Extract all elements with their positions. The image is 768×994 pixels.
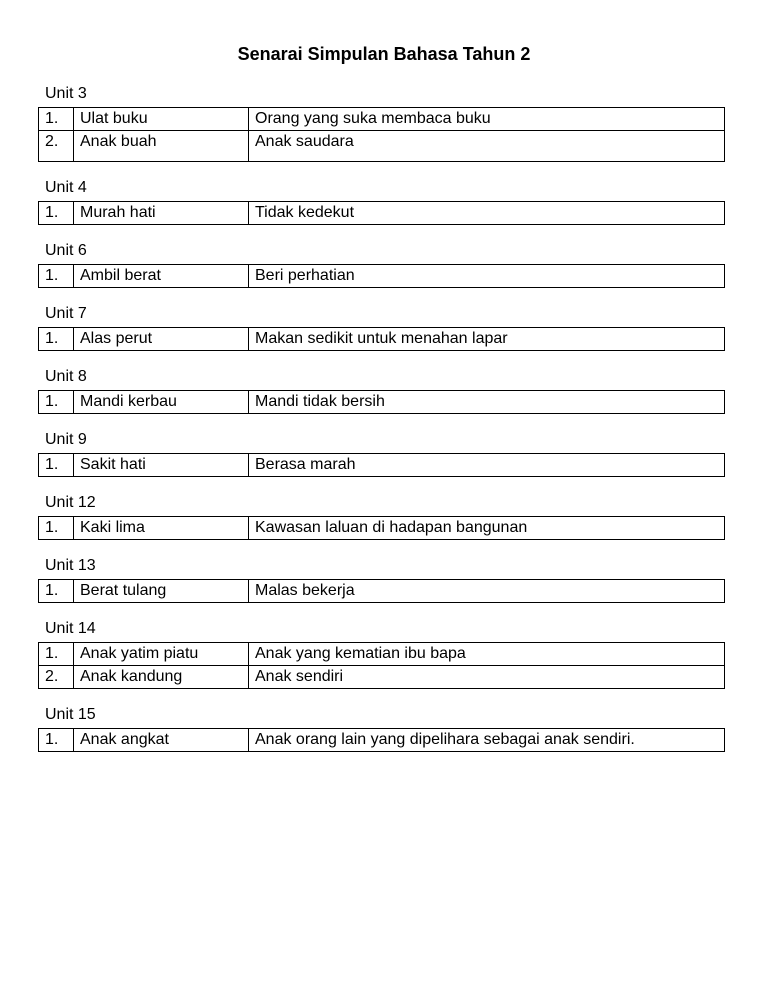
unit-table [38,728,725,752]
unit-list [38,84,724,768]
idiom-meaning: Beri perhatian [249,265,725,288]
idiom-meaning: Anak orang lain yang dipelihara sebagai anak sendiri. [249,729,725,752]
idiom-term: Anak kandung [74,666,249,689]
unit-heading: Unit 15 [45,706,96,723]
unit-heading: Unit 13 [45,557,96,574]
table-row [39,517,725,540]
table-row [39,391,725,414]
unit-block [38,493,724,540]
row-number: 1. [39,328,74,351]
unit-heading: Unit 7 [45,305,87,322]
row-number: 1. [39,108,74,131]
unit-block [38,178,724,225]
row-number: 1. [39,202,74,225]
table-row [39,580,725,603]
idiom-term: Anak yatim piatu [74,643,249,666]
unit-heading: Unit 14 [45,620,96,637]
table-row [39,108,725,131]
idiom-term: Mandi kerbau [74,391,249,414]
row-number: 1. [39,517,74,540]
table-row [39,202,725,225]
idiom-term: Anak buah [74,131,249,162]
idiom-term: Berat tulang [74,580,249,603]
unit-block [38,241,724,288]
idiom-term: Kaki lima [74,517,249,540]
table-row [39,265,725,288]
unit-block [38,619,724,689]
idiom-meaning: Malas bekerja [249,580,725,603]
unit-block [38,556,724,603]
page-title: Senarai Simpulan Bahasa Tahun 2 [237,44,531,64]
row-number: 1. [39,643,74,666]
idiom-meaning: Makan sedikit untuk menahan lapar [249,328,725,351]
unit-heading: Unit 8 [45,368,87,385]
idiom-meaning: Orang yang suka membaca buku [249,108,725,131]
row-number: 1. [39,580,74,603]
table-row [39,643,725,666]
table-row [39,729,725,752]
unit-heading: Unit 6 [45,242,87,259]
unit-heading: Unit 12 [45,494,96,511]
table-row [39,666,725,689]
row-number: 1. [39,729,74,752]
idiom-meaning: Berasa marah [249,454,725,477]
table-row [39,328,725,351]
idiom-meaning: Mandi tidak bersih [249,391,725,414]
unit-table [38,579,725,603]
unit-heading: Unit 9 [45,431,87,448]
idiom-term: Ulat buku [74,108,249,131]
row-number: 1. [39,391,74,414]
row-number: 1. [39,454,74,477]
unit-table [38,107,725,162]
unit-table [38,201,725,225]
unit-block [38,430,724,477]
idiom-meaning: Anak saudara [249,131,725,162]
table-row [39,454,725,477]
unit-block [38,367,724,414]
idiom-meaning: Kawasan laluan di hadapan bangunan [249,517,725,540]
unit-heading: Unit 3 [45,85,87,102]
unit-table [38,264,725,288]
table-row [39,131,725,162]
unit-table [38,390,725,414]
idiom-term: Alas perut [74,328,249,351]
unit-table [38,327,725,351]
unit-block [38,84,724,162]
row-number: 2. [39,666,74,689]
idiom-meaning: Anak yang kematian ibu bapa [249,643,725,666]
unit-block [38,304,724,351]
idiom-meaning: Tidak kedekut [249,202,725,225]
idiom-term: Murah hati [74,202,249,225]
unit-block [38,705,724,752]
idiom-meaning: Anak sendiri [249,666,725,689]
unit-table [38,453,725,477]
unit-table [38,516,725,540]
idiom-term: Anak angkat [74,729,249,752]
unit-heading: Unit 4 [45,179,87,196]
row-number: 1. [39,265,74,288]
idiom-term: Ambil berat [74,265,249,288]
row-number: 2. [39,131,74,162]
unit-table [38,642,725,689]
idiom-term: Sakit hati [74,454,249,477]
